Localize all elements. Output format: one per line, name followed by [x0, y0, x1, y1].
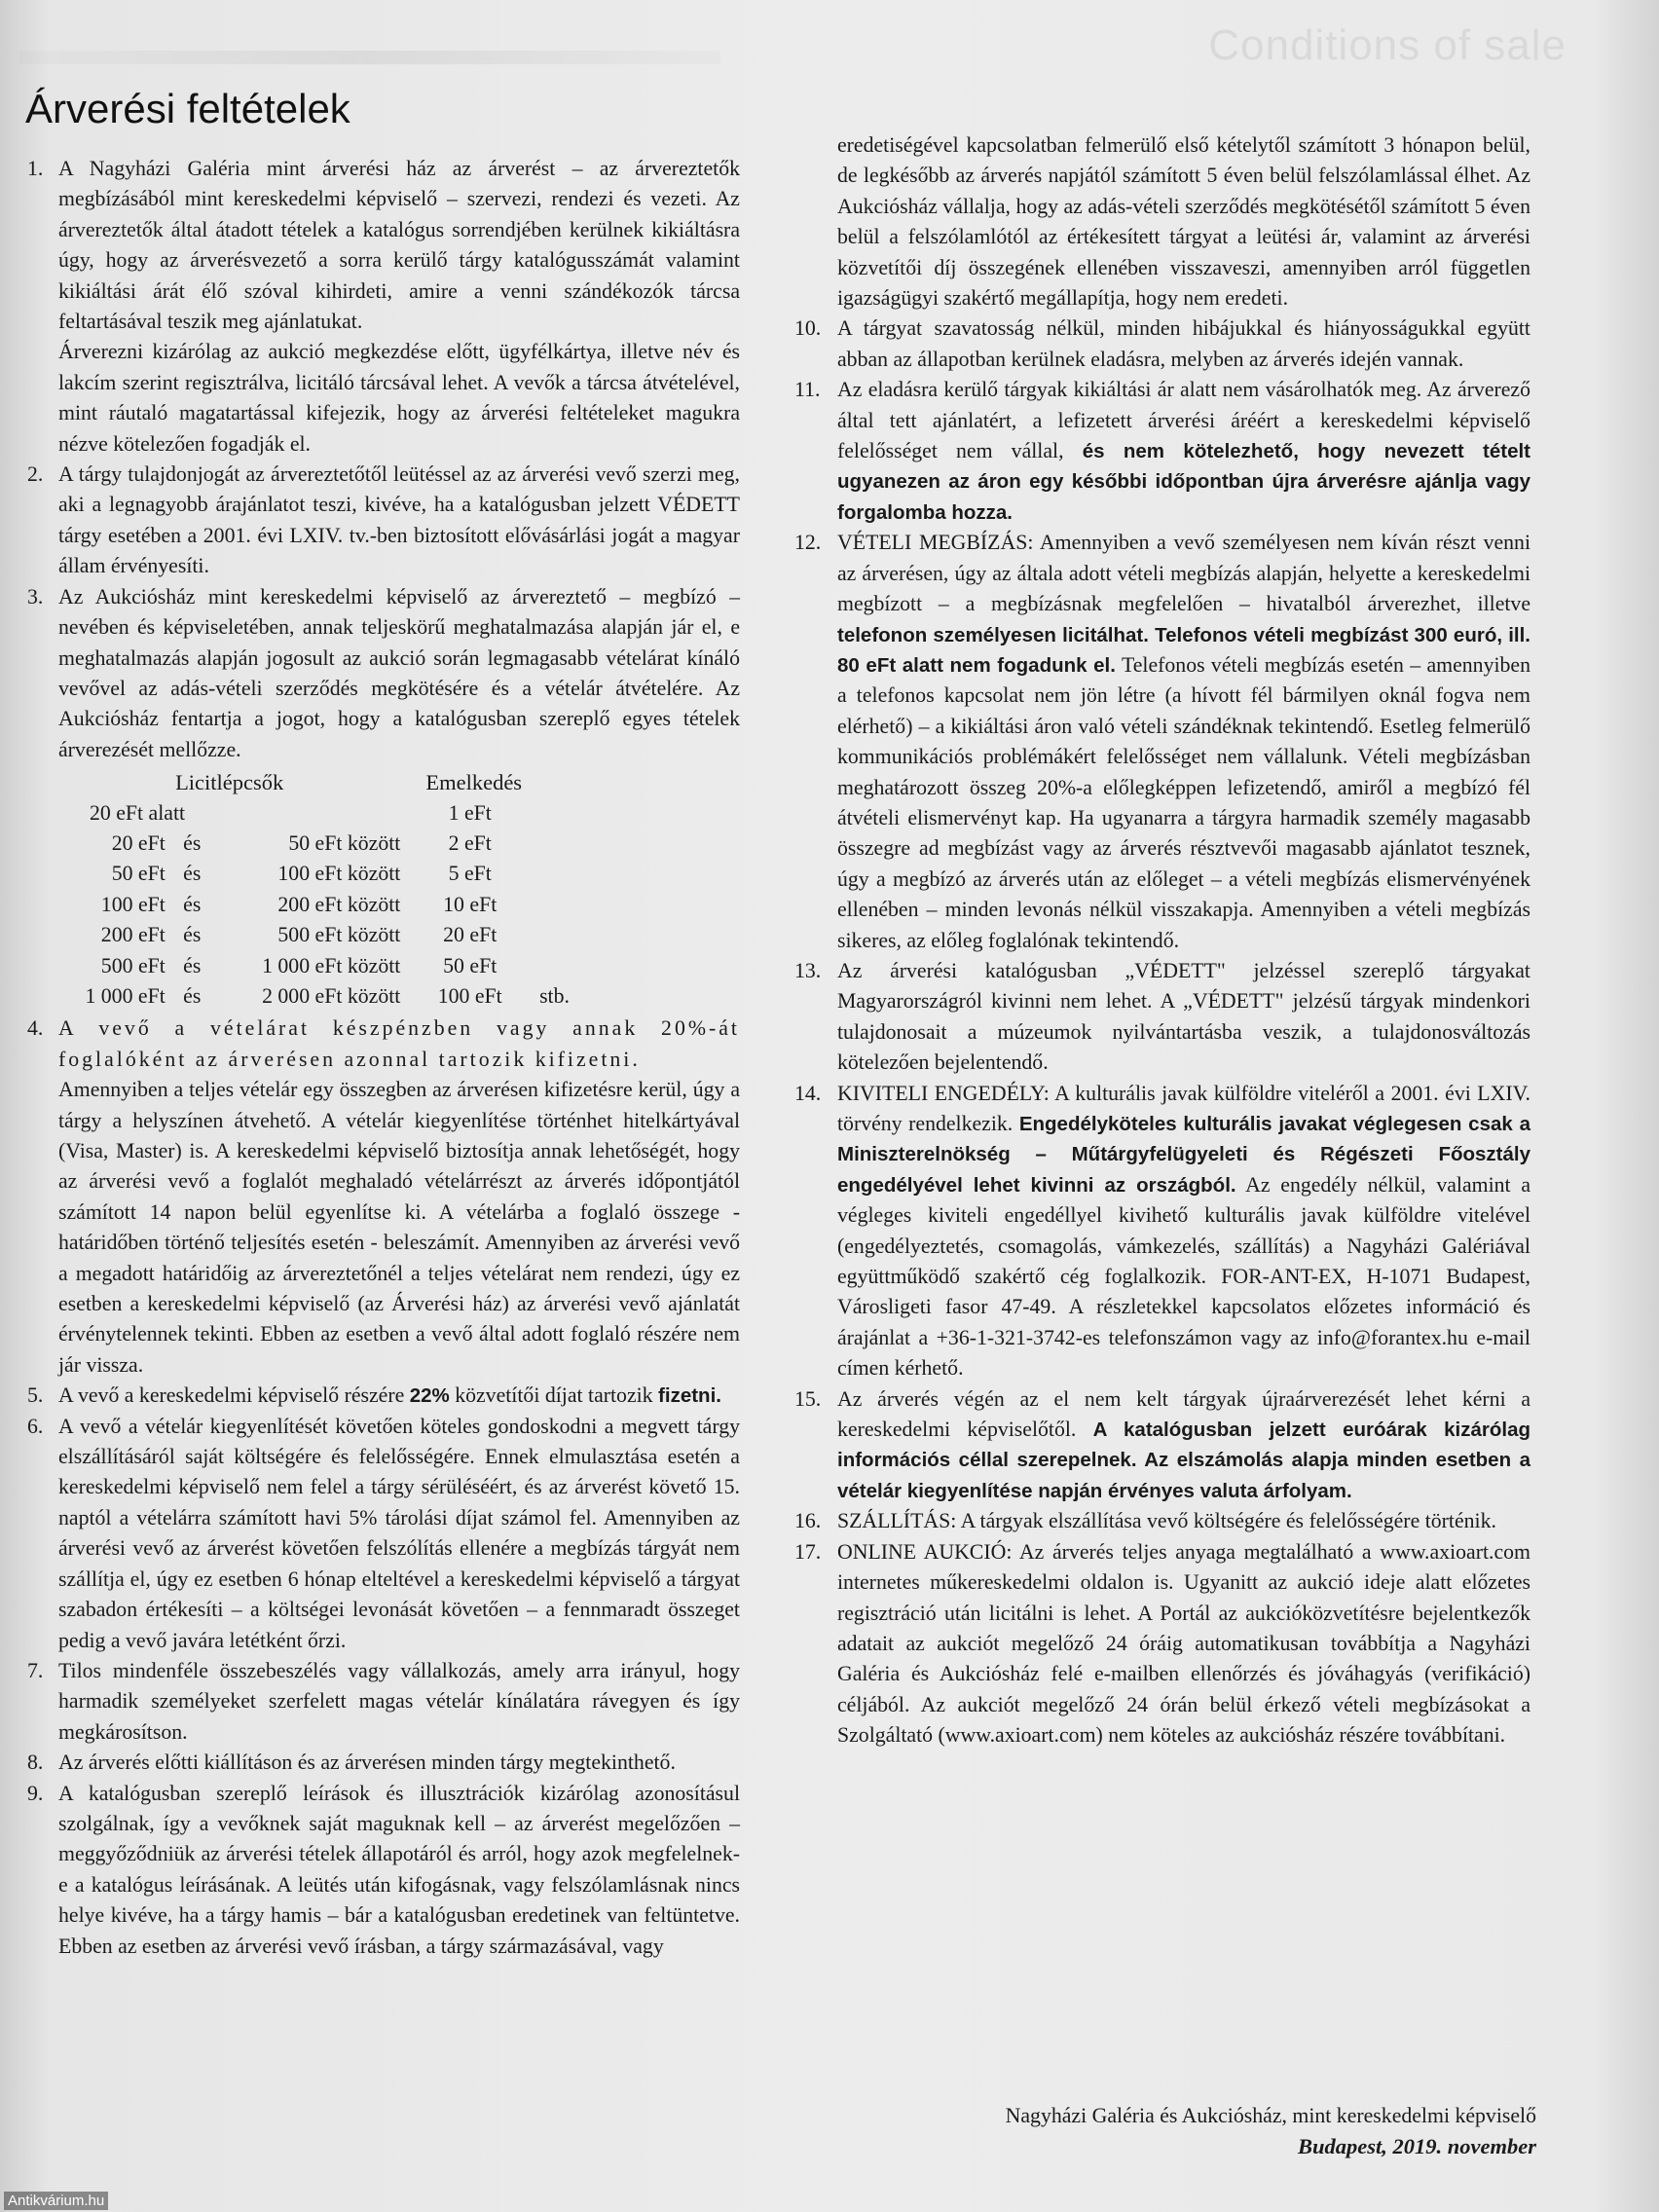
clause-12-text: VÉTELI MEGBÍZÁS: Amennyiben a vevő személyesen nem kíván részt venni az árverésen, úgy az általa adott vételi megbízás alapján, helyette a kereskedelmi megbízott – a megbízásnak megfelelően – hivatalból árverezhet, illetve telefonon személyesen licitálhat. Telefonos vételi megbízást 300 euró, ill. 80 eFt alatt nem fogadunk el. Telefonos vételi megbízás esetén – amennyiben a telefonos kapcsolat nem jön létre (a hívott fél bármilyen oknál fogva nem elérhető) – a kikiáltási áron való vételi szándéknak tekintendő. Esetleg felmerülő kommunikációs problémákért felelősséget nem vállalunk. Vételi megbízásban meghatározott összeg 20%-a előlegképpen lefizetendő, amiről a megbízó fél átvételi elismervényt kap. Ha ugyanarra a tárgyra harmadik személy magasabb összegre ad megbízást vagy az árverés résztvevői magasabb ajánlatot tesznek, úgy a megbízó az árverés után az előleget – a vételi megbízás elismervényének ellenében – minden levonás nélkül visszakapja. Amennyiben a vételi megbízás sikeres, az előleg foglalónak tekintendő. — [837, 531, 1531, 952]
table-header-bid-steps: Licitlépcsők — [175, 770, 284, 795]
clause-10: 10. A tárgyat szavatosság nélkül, minden hibájukkal és hiányosságukkal együtt abban az állapotban kerülnek eladásra, melyben az árverés idején vannak. — [794, 313, 1530, 375]
clause-3-text: Az Aukciósház mint kereskedelmi képviselő az árvereztető – megbízó – nevében és képviseletében, annak teljeskörű meghatalmazása alapján jár el, e meghatalmazás alapján jogosult az aukció során legmagasabb vételárat kínáló vevővel az adás-vételi szerződés megkötésére és a vételár átvételére. Az Aukciósház fentartja a jogot, hogy a katalógusban szereplő egyes tételek árverezését mellőzze. — [58, 584, 740, 761]
clause-16-lead: SZÁLLÍTÁS: — [837, 1509, 957, 1533]
clause-7: 7. Tilos mindenféle összebeszélés vagy vállalkozás, amely arra irányul, hogy harmadik személyeket szerfelett magas vételár kínálatára rávegyen és így megkárosítson. — [27, 1656, 740, 1748]
signature-date: Budapest, 2019. november — [1298, 2134, 1536, 2158]
ghost-title-bleedthrough: Conditions of sale — [1208, 21, 1567, 69]
bid-increment-table — [58, 767, 604, 1012]
table-row: 200 eFt és 500 eFt között 20 eFt — [100, 923, 498, 947]
clause-16: 16. SZÁLLÍTÁS: A tárgyak elszállítása vevő költségére és felelősségére történik. — [794, 1506, 1530, 1536]
table-row: 20 eFt alatt 1 eFt — [90, 800, 492, 825]
clause-9: 9. A katalógusban szereplő leírások és illusztrációk kizárólag azonosításul szolgálnak, így a vevőknek saját maguknak kell – az árverést megelőzően – meggyőződniük az árverési tételek állapotáról és arról, hogy azok megfelelnek-e a katalógus leírásának. A leütés után kifogásnak, vagy felszólamlásnak nincs helye kivéve, ha a tárgy hamis – bár a katalógusban eredetinek van feltüntetve. Ebben az esetben az árverési vevő írásban, a tárgy származásával, vagy — [27, 1779, 740, 1962]
clause-16-text: SZÁLLÍTÁS: A tárgyak elszállítása vevő költségére és felelősségére történik. — [837, 1509, 1496, 1533]
clause-15: 15. Az árverés végén az el nem kelt tárgyak újraárverezését lehet kérni a kereskedelmi képviselőtől. A katalógusban jelzett euróárak kizárólag információs céllal szerepelnek. Az elszámolás alapja minden esetben a vételár kiegyenlítése napján érvényes valuta árfolyam. — [794, 1384, 1530, 1507]
clause-6-text: A vevő a vételár kiegyenlítését követően köteles gondoskodni a megvett tárgy elszállításáról saját költségére és felelősségére. Ennek elmulasztása esetén a kereskedelmi képviselő nem felel a tárgy sérüléséért, és az árverést követő 15. naptól a vételárra számított havi 5% tárolási díjat számol fel. Amennyiben az árverési vevő az árverést követően felszólítás ellenére a megbízás tárgyát nem szállítja el, úgy ez esetben 6 hónap elteltével a kereskedelmi képviselő a tárgyat szabadon értékesíti – a költségei levonását követően – a fennmaradt összeget pedig a vevő javára letétként őrzi. — [58, 1414, 740, 1652]
clause-17-lead: ONLINE AUKCIÓ: — [837, 1539, 1013, 1564]
clause-8-text: Az árverés előtti kiállításon és az árverésen minden tárgy megtekinthető. — [58, 1751, 676, 1775]
clause-1: 1. A Nagyházi Galéria mint árverési ház az árverést – az árvereztetők megbízásából mint kereskedelmi képviselő – szervezi, rendezi és vezeti. Az árvereztetők által átadott tételek a katalógus sorrendjében kerülnek kikiáltásra úgy, hogy az árverésvezető a sorra kerülő tárgy katalógusszámát valamint kikiáltási árát élő szóval kihirdeti, amire a venni szándékozók tárcsa feltartásával teszik meg ajánlatukat. Árverezni kizárólag az aukció megkezdése előtt, ügyfélkártya, illetve név és lakcím szerint regisztrálva, licitáló tárcsával lehet. A vevők a tárcsa átvételével, mint ráutaló magatartással kifejezik, hogy az árverési feltételeket magukra nézve kötelezően fogadják el. — [27, 154, 740, 460]
clause-3: 3. Az Aukciósház mint kereskedelmi képviselő az árvereztető – megbízó – nevében és képviseletében, annak teljeskörű meghatalmazása alapján jár el, e meghatalmazás alapján jogosult az aukció során legmagasabb vételárat kínáló vevővel az adás-vételi szerződés megkötésére és a vételár átvételére. Az Aukciósház fentartja a jogot, hogy a katalógusban szereplő egyes tételek árverezését mellőzze. — [27, 582, 740, 765]
clause-4: 4. A vevő a vételárat készpénzben vagy annak 20%-át foglalóként az árverésen azonnal tartozik kifizetni. Amennyiben a teljes vételár egy összegben az árverésen kifizetésre kerül, úgy a tárgy a helyszínen átvehető. A vételár kiegyenlítése történhet hitelkártyával (Visa, Master) is. A kereskedelmi képviselő biztosítja annak lehetőségét, hogy az árverési vevő a foglalót meghaladó vételárrészt az árverés időpontjától számított 14 napon belül egyenlítse ki. A vételárba a foglaló összege - határidőben történő teljesítés esetén - beleszámít. Amennyiben az árverési vevő a megadott határidőig az árvereztetőnél a teljes vételárat nem rendezi, úgy ez esetben a kereskedelmi képviselő (az Árverési ház) az árverési vevő ajánlatát érvénytelennek tekinti. Ebben az esetben a vevő által adott foglaló részére nem jár vissza. — [27, 1014, 740, 1381]
clause-10-text: A tárgyat szavatosság nélkül, minden hibájukkal és hiányosságukkal együtt abban az állapotban kerülnek eladásra, melyben az árverés idején vannak. — [837, 316, 1530, 371]
clause-14-lead: KIVITELI ENGEDÉLY: — [837, 1081, 1050, 1105]
clause-14-text: KIVITELI ENGEDÉLY: A kulturális javak külföldre viteléről a 2001. évi LXIV. törvény rendelkezik. Engedélyköteles kulturális javakat véglegesen csak a Miniszterelnökség – Műtárgyfelügyeleti és Régészeti Főosztály engedélyével lehet kivinni az országból. Az engedély nélkül, valamint a végleges kiviteli engedéllyel kivihető kulturális javak külföldre vitelével (engedélyeztetés, csomagolás, vámkezelés, szállítás) a Nagyházi Galériával együttműködő szakértő cég foglalkozik. FOR-ANT-EX, H-1071 Budapest, Városligeti fasor 47-49. A részletekkel kapcsolatos előzetes információ és árajánlat a +36-1-321-3742-es telefonszámon vagy az info@forantex.hu e-mail címen kérhető. — [837, 1081, 1531, 1381]
table-row: 100 eFt és 200 eFt között 10 eFt — [100, 892, 498, 916]
table-row: 20 eFt és 50 eFt között 2 eFt — [111, 830, 492, 855]
clause-2-text: A tárgy tulajdonjogát az árvereztetőtől leütéssel az az árverési vevő szerzi meg, aki a legnagyobb árajánlatot teszi, kivéve, ha a katalógusban jelzett VÉDETT tárgy esetében a 2001. évi LXIV. tv.-ben biztosított elővásárlási jogát a magyar állam érvényesíti. — [58, 462, 740, 578]
clause-2: 2. A tárgy tulajdonjogát az árvereztetőtől leütéssel az az árverési vevő szerzi meg, aki a legnagyobb árajánlatot teszi, kivéve, ha a katalógusban jelzett VÉDETT tárgy esetében a 2001. évi LXIV. tv.-ben biztosított elővásárlási jogát a magyar állam érvényesíti. — [27, 460, 740, 582]
right-column — [794, 130, 1530, 1751]
clause-9-continued — [794, 130, 1530, 313]
signature-line: Nagyházi Galéria és Aukciósház, mint kereskedelmi képviselő — [1005, 2104, 1536, 2127]
clause-15-text: Az árverés végén az el nem kelt tárgyak újraárverezését lehet kérni a kereskedelmi képviselőtől. A katalógusban jelzett euróárak kizárólag információs céllal szerepelnek. Az elszámolás alapja minden esetben a vételár kiegyenlítése napján érvényes valuta árfolyam. — [837, 1386, 1530, 1502]
clause-17: 17. ONLINE AUKCIÓ: Az árverés teljes anyaga megtalálható a www.axioart.com internetes műkereskedelmi oldalon is. Ugyanitt az aukció ideje alatt előzetes regisztráció után licitálni is lehet. A Portál az aukcióközvetítésre bejelentkezők adatait az aukciót megelőző 24 óráig automatikusan továbbítja a Nagyházi Galéria és Aukciósház felé e-mailben ellenőrzés és jóváhagyás (verifikáció) céljából. Az aukciót megelőző 24 órán belül érkező vételi megbízásokat a Szolgáltató (www.axioart.com) nem köteles az aukciósház részére továbbítani. — [794, 1537, 1530, 1751]
watermark: Antikvárium.hu — [4, 2192, 108, 2210]
clause-6: 6. A vevő a vételár kiegyenlítését követően köteles gondoskodni a megvett tárgy elszállításáról saját költségére és felelősségére. Ennek elmulasztása esetén a kereskedelmi képviselő nem felel a tárgy sérüléséért, és az árverést követő 15. naptól a vételárra számított havi 5% tárolási díjat számol fel. Amennyiben az árverési vevő az árverést követően felszólítás ellenére a megbízás tárgyát nem szállítja el, úgy ez esetben 6 hónap elteltével a kereskedelmi képviselő a tárgyat szabadon értékesíti – a költségei levonását követően – a fennmaradt összeget pedig a vevő javára letétként őrzi. — [27, 1412, 740, 1656]
signature-block — [1006, 2101, 1536, 2161]
clause-13-text: Az árverési katalógusban „VÉDETT" jelzéssel szereplő tárgyakat Magyarországról kivinni nem lehet. A „VÉDETT" jelzésű tárgyak mindenkori tulajdonosait a múzeumok nyilvántartásba veszik, a tulajdonosváltozás kötelezően bejelentendő. — [837, 958, 1530, 1075]
page-title: Árverési feltételek — [25, 86, 350, 131]
clause-12-lead: VÉTELI MEGBÍZÁS: — [837, 531, 1034, 555]
clause-5-text: A vevő a kereskedelmi képviselő részére 22% közvetítői díjat tartozik fizetni. — [58, 1383, 721, 1408]
clause-4-text-2: Amennyiben a teljes vételár egy összegben az árverésen kifizetésre kerül, úgy a tárgy a helyszínen átvehető. A vételár kiegyenlítése történhet hitelkártyával (Visa, Master) is. A kereskedelmi képviselő biztosítja annak lehetőségét, hogy az árverési vevő a foglalót meghaladó vételárrészt az árverés időpontjától számított 14 napon belül egyenlítse ki. A vételárba a foglaló összege - határidőben történő teljesítés esetén - beleszámít. Amennyiben az árverési vevő a megadott határidőig az árvereztetőnél a teljes vételárat nem rendezi, úgy ez esetben a kereskedelmi képviselő (az Árverési ház) az árverési vevő ajánlatát érvénytelennek tekinti. Ebben az esetben a vevő által adott foglaló részére nem jár vissza. — [58, 1078, 740, 1377]
clause-12: 12. VÉTELI MEGBÍZÁS: Amennyiben a vevő személyesen nem kíván részt venni az árverésen, úgy az általa adott vételi megbízás alapján, helyette a kereskedelmi megbízott – a megbízásnak megfelelően – hivatalból árverezhet, illetve telefonon személyesen licitálhat. Telefonos vételi megbízást 300 euró, ill. 80 eFt alatt nem fogadunk el. Telefonos vételi megbízás esetén – amennyiben a telefonos kapcsolat nem jön létre (a hívott fél bármilyen oknál fogva nem elérhető) – a kikiáltási áron való vételi szándéknak tekintendő. Esetleg felmerülő kommunikációs problémákért felelősséget nem vállalunk. Vételi megbízásban meghatározott összeg 20%-a előlegképpen lefizetendő, amiről a megbízó fél átvételi elismervényt kap. Ha ugyanarra a tárgyra harmadik személy magasabb összegre ad megbízást vagy az árverés résztvevői magasabb ajánlatot tesznek, úgy a megbízó az árverés után az előleget – a vételi megbízás elismervényének ellenében – minden levonás nélkül visszakapja. Amennyiben a vételi megbízás sikeres, az előleg foglalónak tekintendő. — [794, 528, 1530, 956]
clause-9-continued-text: eredetiségével kapcsolatban felmerülő első kételytől számított 3 hónapon belül, de legkésőbb az árverés napjától számított 5 éven belül felszólamlással élhet. Az Aukciósház vállalja, hogy az adás-vételi szerződés megkötésétől számított 5 éven belül a felszólamlótól az értékesített tárgyat a leütési ár, valamint az árverési közvetítői díj összegének ellenében visszaveszi, amennyiben arról független igazságügyi szakértő megállapítja, hogy nem eredeti. — [837, 133, 1530, 311]
table-row: 1 000 eFt és 2 000 eFt között 100 eFt stb. — [85, 983, 570, 1008]
clause-11: 11. Az eladásra kerülő tárgyak kikiáltási ár alatt nem vásárolhatók meg. Az árverező által tett ajánlatért, a lefizetett árverési áréért a kereskedelmi képviselő felelősséget nem vállal, és nem kötelezhető, hogy nevezett tételt ugyanezen az áron egy későbbi időpontban újra árverésre ajánlja vagy forgalomba hozza. — [794, 375, 1530, 528]
left-column — [27, 154, 740, 1962]
clause-5: 5. A vevő a kereskedelmi képviselő részére 22% közvetítői díjat tartozik fizetni. — [27, 1381, 740, 1411]
table-row: 50 eFt és 100 eFt között 5 eFt — [111, 862, 492, 886]
clause-1-text-2: Árverezni kizárólag az aukció megkezdése előtt, ügyfélkártya, illetve név és lakcím szerint regisztrálva, licitáló tárcsával lehet. A vevők a tárcsa átvételével, mint ráutaló magatartással kifejezik, hogy az árverési feltételeket magukra nézve kötelezően fogadják el. — [58, 340, 740, 456]
clause-7-text: Tilos mindenféle összebeszélés vagy vállalkozás, amely arra irányul, hogy harmadik személyeket szerfelett magas vételár kínálatára rávegyen és így megkárosítson. — [58, 1658, 740, 1744]
table-header-increment: Emelkedés — [425, 770, 523, 795]
clause-11-text: Az eladásra kerülő tárgyak kikiáltási ár alatt nem vásárolhatók meg. Az árverező által tett ajánlatért, a lefizetett árverési áréért a kereskedelmi képviselő felelősséget nem vállal, és nem kötelezhető, hogy nevezett tételt ugyanezen az áron egy későbbi időpontban újra árverésre ajánlja vagy forgalomba hozza. — [837, 378, 1531, 524]
clause-14: 14. KIVITELI ENGEDÉLY: A kulturális javak külföldre viteléről a 2001. évi LXIV. törvény rendelkezik. Engedélyköteles kulturális javakat véglegesen csak a Miniszterelnökség – Műtárgyfelügyeleti és Régészeti Főosztály engedélyével lehet kivinni az országból. Az engedély nélkül, valamint a végleges kiviteli engedéllyel kivihető kulturális javak külföldre vitelével (engedélyeztetés, csomagolás, vámkezelés, szállítás) a Nagyházi Galériával együttműködő szakértő cég foglalkozik. FOR-ANT-EX, H-1071 Budapest, Városligeti fasor 47-49. A részletekkel kapcsolatos előzetes információ és árajánlat a +36-1-321-3742-es telefonszámon vagy az info@forantex.hu e-mail címen kérhető. — [794, 1079, 1530, 1384]
clause-1-text: A Nagyházi Galéria mint árverési ház az árverést – az árvereztetők megbízásából mint kereskedelmi képviselő – szervezi, rendezi és vezeti. Az árvereztetők által átadott tételek a katalógus sorrendjében kerülnek kikiáltásra úgy, hogy az árverésvezető a sorra kerülő tárgy katalógusszámát valamint kikiáltási árát élő szóval kihirdeti, amire a venni szándékozók tárcsa feltartásával teszik meg ajánlatukat. — [58, 157, 740, 334]
bleedthrough-strip — [19, 51, 720, 64]
table-row: 500 eFt és 1 000 eFt között 50 eFt — [100, 953, 498, 977]
clause-9-text: A katalógusban szereplő leírások és illusztrációk kizárólag azonosításul szolgálnak, így a vevőknek saját maguknak kell – az árverést megelőzően – meggyőződniük az árverési tételek állapotáról és arról, hogy azok megfelelnek-e a katalógus leírásának. A leütés után kifogásnak, vagy felszólamlásnak nincs helye kivéve, ha a tárgy hamis – bár a katalógusban eredetinek van feltüntetve. Ebben az esetben az árverési vevő írásban, a tárgy származásával, vagy — [58, 1781, 740, 1958]
clause-4-text: A vevő a vételárat készpénzben vagy annak 20%-át foglalóként az árverésen azonnal tartozik kifizetni. — [58, 1016, 740, 1071]
clause-17-text: ONLINE AUKCIÓ: Az árverés teljes anyaga megtalálható a www.axioart.com internetes műkereskedelmi oldalon is. Ugyanitt az aukció ideje alatt előzetes regisztráció után licitálni is lehet. A Portál az aukcióközvetítésre bejelentkezők adatait az aukciót megelőző 24 óráig automatikusan továbbítja a Nagyházi Galéria és Aukciósház felé e-mailben ellenőrzés és jóváhagyás (verifikáció) céljából. Az aukciót megelőző 24 órán belül érkező vételi megbízásokat a Szolgáltató (www.axioart.com) nem köteles az aukciósház részére továbbítani. — [837, 1539, 1530, 1748]
clause-13: 13. Az árverési katalógusban „VÉDETT" jelzéssel szereplő tárgyakat Magyarországról kivinni nem lehet. A „VÉDETT" jelzésű tárgyak mindenkori tulajdonosait a múzeumok nyilvántartásba veszik, a tulajdonosváltozás kötelezően bejelentendő. — [794, 956, 1530, 1079]
clause-8: 8. Az árverés előtti kiállításon és az árverésen minden tárgy megtekinthető. — [27, 1748, 740, 1778]
